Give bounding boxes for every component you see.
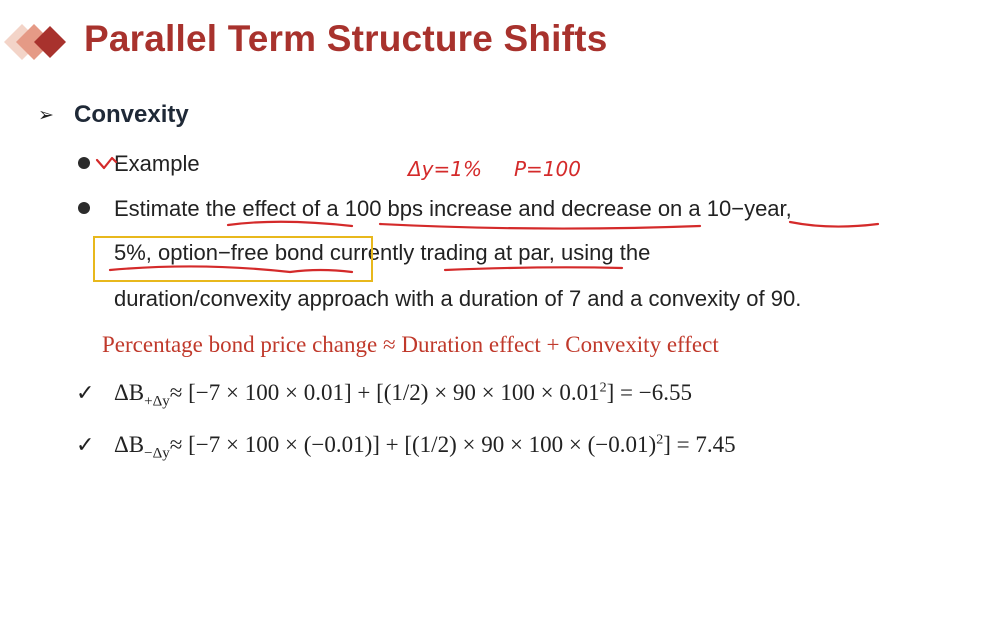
eq1-superscript: 2: [599, 380, 607, 396]
problem-line-2-highlighted: 5%, option−free bond: [114, 240, 324, 265]
problem-line-1: Estimate the effect of a 100 bps increase and decrease on a 10−year,: [114, 196, 792, 221]
eq1-lhs: ΔB: [114, 380, 145, 405]
eq1-result: ] = −6.55: [606, 380, 692, 405]
highlight-box: [93, 236, 373, 282]
bullet-problem: [78, 186, 792, 231]
section-heading: Convexity: [74, 101, 189, 128]
bullet-dot-icon: [78, 202, 90, 214]
slide-title: Parallel Term Structure Shifts: [84, 18, 608, 59]
eq2-result: ] = 7.45: [663, 432, 736, 457]
convexity-heading-row: [38, 101, 189, 129]
handwritten-p: P=100: [514, 157, 581, 181]
bullet-dot-icon: [78, 157, 90, 169]
handwritten-dy: Δy=1%: [408, 157, 483, 181]
equation-increase: [114, 380, 692, 411]
eq2-subscript: −Δy: [144, 445, 170, 462]
equation-decrease: [114, 432, 736, 463]
ink-underline-trading: [445, 267, 622, 270]
eq2-body: ≈ [−7 × 100 × (−0.01)] + [(1/2) × 90 × 100 × (−0.01): [169, 432, 657, 457]
eq1-subscript: +Δy: [144, 393, 170, 410]
problem-line-3: duration/convexity approach with a duration of 7 and a convexity of 90.: [114, 286, 802, 311]
logo-diamonds-icon: [0, 18, 80, 66]
checkmark-icon: ✓: [76, 432, 95, 457]
problem-line-2-rest: currently trading at par, using the: [323, 240, 651, 265]
arrow-bullet-icon: ➢: [38, 104, 54, 126]
ink-underline-year: [790, 222, 878, 227]
eq2-superscript: 2: [656, 432, 664, 448]
formula-label: Percentage bond price change ≈ Duration effect + Convexity effect: [102, 332, 719, 357]
eq1-body: ≈ [−7 × 100 × 0.01] + [(1/2) × 90 × 100 × 0.01: [169, 380, 600, 405]
example-text: Example: [114, 151, 200, 176]
bullet-example: [78, 141, 200, 186]
eq2-lhs: ΔB: [114, 432, 145, 457]
checkmark-icon: ✓: [76, 380, 95, 405]
